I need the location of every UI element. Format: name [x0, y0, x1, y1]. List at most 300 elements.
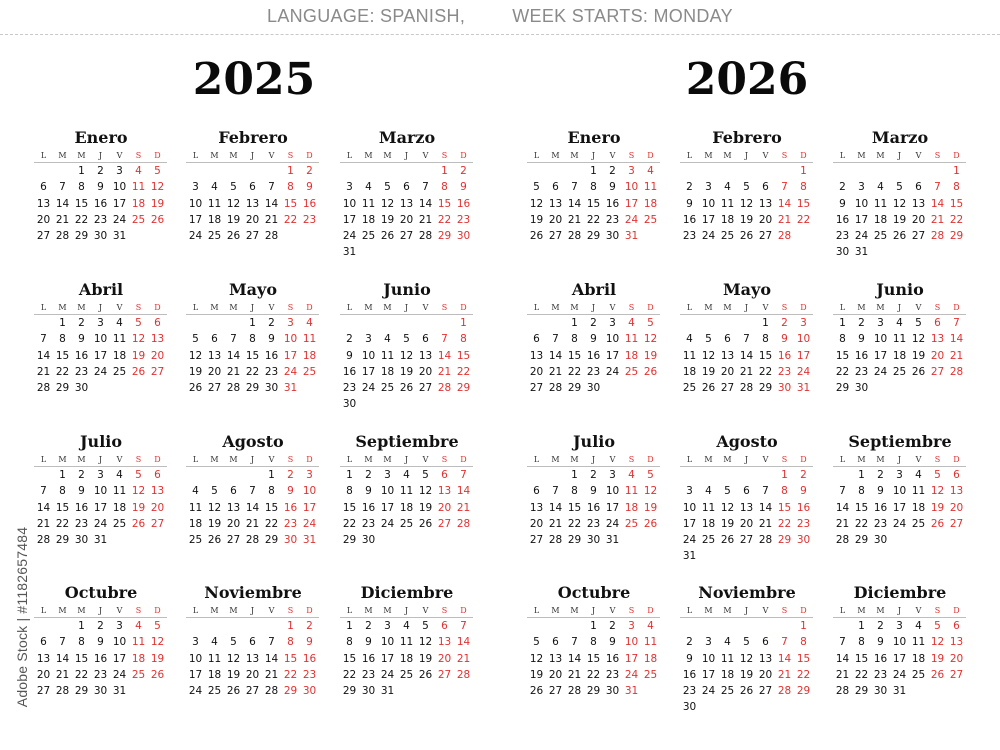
- day-cell: 26: [930, 668, 945, 681]
- day-cell: 8: [346, 485, 353, 498]
- day-cell: 4: [647, 620, 654, 632]
- day-cell: 20: [437, 652, 452, 665]
- weekday-header: M: [53, 150, 72, 163]
- day-cell: 18: [188, 517, 203, 530]
- weekday-header: M: [224, 302, 243, 315]
- day-cell: 9: [365, 485, 372, 498]
- day-cell: 21: [567, 213, 582, 226]
- month-diciembre-2026: [833, 583, 967, 699]
- day-cell: 3: [192, 636, 199, 649]
- day-cell: 29: [949, 230, 964, 243]
- day-cell: 10: [302, 485, 317, 498]
- month-marzo-2025: [340, 128, 474, 261]
- day-cell: 23: [456, 213, 471, 226]
- day-cell: 17: [605, 501, 620, 514]
- day-cell: 13: [758, 197, 773, 210]
- day-cell: 6: [249, 636, 256, 649]
- day-cell: 20: [245, 213, 260, 226]
- day-cell: 25: [873, 230, 888, 243]
- month-septiembre-2025: [340, 432, 474, 548]
- day-cell: 3: [800, 317, 807, 329]
- day-cell: 7: [839, 485, 846, 498]
- day-cell: 29: [854, 685, 869, 698]
- day-cell: 3: [116, 165, 123, 177]
- empty-cell: [205, 618, 224, 634]
- day-cell: 22: [835, 365, 850, 378]
- weekday-header: D: [794, 605, 813, 618]
- day-cell: 20: [245, 668, 260, 681]
- day-cell: 2: [800, 469, 807, 481]
- day-cell: 28: [55, 685, 70, 698]
- day-cell: 15: [567, 349, 582, 362]
- empty-cell: [34, 163, 53, 179]
- day-cell: 2: [306, 620, 313, 632]
- weekday-header: L: [340, 605, 359, 618]
- day-cell: 10: [188, 197, 203, 210]
- day-cell: 9: [460, 181, 467, 194]
- weekday-header: D: [148, 302, 167, 315]
- day-cell: 19: [930, 652, 945, 665]
- empty-cell: [890, 163, 909, 179]
- weekday-header: S: [775, 302, 794, 315]
- day-cell: 15: [283, 197, 298, 210]
- day-cell: 6: [953, 469, 960, 481]
- day-cell: 12: [739, 197, 754, 210]
- day-cell: 23: [605, 213, 620, 226]
- day-cell: 28: [739, 382, 754, 395]
- day-cell: 17: [283, 349, 298, 362]
- day-cell: 1: [800, 620, 807, 632]
- day-cell: 11: [682, 349, 697, 362]
- month-noviembre-2025: [186, 583, 320, 699]
- day-cell: 25: [361, 230, 376, 243]
- day-cell: 3: [858, 181, 865, 194]
- day-cell: 8: [800, 181, 807, 194]
- day-cell: 21: [835, 668, 850, 681]
- weekday-header: V: [756, 454, 775, 467]
- empty-cell: [756, 618, 775, 634]
- day-cell: 2: [365, 620, 372, 632]
- weekday-header: S: [622, 150, 641, 163]
- weekday-header: S: [281, 150, 300, 163]
- day-cell: 31: [93, 534, 108, 547]
- day-cell: 23: [682, 230, 697, 243]
- day-cell: 9: [590, 485, 597, 498]
- day-cell: 22: [55, 517, 70, 530]
- day-cell: 19: [720, 517, 735, 530]
- day-cell: 19: [207, 517, 222, 530]
- weekday-header: J: [243, 454, 262, 467]
- day-cell: 18: [361, 213, 376, 226]
- weekday-header: M: [224, 150, 243, 163]
- empty-cell: [243, 618, 262, 634]
- empty-cell: [833, 163, 852, 179]
- day-cell: 7: [59, 181, 66, 194]
- day-cell: 23: [93, 213, 108, 226]
- day-cell: 4: [724, 181, 731, 194]
- month-grid: [186, 454, 320, 548]
- day-cell: 25: [624, 365, 639, 378]
- day-cell: 19: [188, 365, 203, 378]
- day-cell: 17: [93, 349, 108, 362]
- day-cell: 6: [441, 469, 448, 481]
- day-cell: 9: [287, 485, 294, 498]
- day-cell: 21: [55, 213, 70, 226]
- day-cell: 20: [226, 517, 241, 530]
- day-cell: 11: [911, 636, 926, 649]
- empty-cell: [546, 467, 565, 483]
- day-cell: 14: [456, 485, 471, 498]
- day-cell: 28: [835, 685, 850, 698]
- empty-cell: [243, 163, 262, 179]
- day-cell: 10: [188, 652, 203, 665]
- day-cell: 3: [609, 469, 616, 481]
- day-cell: 3: [628, 165, 635, 177]
- weekday-header: D: [454, 454, 473, 467]
- weekday-header: J: [91, 454, 110, 467]
- day-cell: 19: [399, 365, 414, 378]
- day-cell: 7: [249, 485, 256, 498]
- empty-cell: [205, 467, 224, 483]
- day-cell: 5: [915, 317, 922, 329]
- day-cell: 22: [283, 213, 298, 226]
- day-cell: 27: [758, 685, 773, 698]
- weekday-header: D: [454, 150, 473, 163]
- weekday-header: L: [186, 454, 205, 467]
- day-cell: 29: [342, 534, 357, 547]
- day-cell: 12: [930, 636, 945, 649]
- day-cell: 23: [283, 517, 298, 530]
- day-cell: 2: [686, 636, 693, 649]
- day-cell: 19: [226, 213, 241, 226]
- day-cell: 24: [854, 230, 869, 243]
- day-cell: 29: [245, 382, 260, 395]
- weekday-header: S: [129, 302, 148, 315]
- day-cell: 7: [552, 485, 559, 498]
- day-cell: 24: [188, 685, 203, 698]
- empty-cell: [416, 315, 435, 331]
- empty-cell: [833, 467, 852, 483]
- day-cell: 6: [441, 620, 448, 632]
- day-cell: 4: [628, 469, 635, 481]
- day-cell: 19: [150, 652, 165, 665]
- day-cell: 23: [854, 365, 869, 378]
- day-cell: 3: [306, 469, 313, 481]
- month-title: Julio: [79, 432, 123, 451]
- day-cell: 19: [418, 501, 433, 514]
- weekday-header: V: [909, 605, 928, 618]
- day-cell: 26: [739, 685, 754, 698]
- day-cell: 26: [701, 382, 716, 395]
- day-cell: 14: [567, 197, 582, 210]
- weekday-header: J: [737, 302, 756, 315]
- day-cell: 4: [211, 636, 218, 649]
- day-cell: 9: [877, 636, 884, 649]
- weekday-header: M: [205, 605, 224, 618]
- weekday-header: V: [416, 605, 435, 618]
- day-cell: 27: [739, 534, 754, 547]
- day-cell: 29: [283, 685, 298, 698]
- month-enero-2026: [527, 128, 661, 244]
- day-cell: 11: [399, 636, 414, 649]
- month-grid: [680, 302, 814, 396]
- day-cell: 29: [55, 534, 70, 547]
- day-cell: 20: [207, 365, 222, 378]
- day-cell: 14: [949, 333, 964, 346]
- day-cell: 14: [835, 501, 850, 514]
- day-cell: 4: [628, 317, 635, 329]
- month-title: Agosto: [222, 432, 284, 451]
- day-cell: 26: [643, 517, 658, 530]
- day-cell: 17: [380, 501, 395, 514]
- day-cell: 24: [892, 517, 907, 530]
- day-cell: 13: [437, 485, 452, 498]
- weekday-header: D: [148, 454, 167, 467]
- day-cell: 7: [571, 636, 578, 649]
- day-cell: 4: [365, 181, 372, 194]
- day-cell: 31: [892, 685, 907, 698]
- day-cell: 3: [686, 485, 693, 498]
- month-grid: [186, 150, 320, 244]
- day-cell: 8: [762, 333, 769, 346]
- day-cell: 3: [628, 620, 635, 632]
- day-cell: 1: [590, 620, 597, 632]
- day-cell: 25: [720, 685, 735, 698]
- day-cell: 22: [342, 517, 357, 530]
- day-cell: 18: [399, 652, 414, 665]
- weekday-header: M: [546, 454, 565, 467]
- day-cell: 28: [456, 517, 471, 530]
- day-cell: 26: [418, 668, 433, 681]
- weekday-header: S: [622, 454, 641, 467]
- day-cell: 20: [930, 349, 945, 362]
- day-cell: 1: [59, 469, 66, 481]
- weekday-header: M: [871, 605, 890, 618]
- day-cell: 2: [590, 469, 597, 481]
- day-cell: 30: [586, 382, 601, 395]
- day-cell: 28: [245, 534, 260, 547]
- weekday-header: V: [909, 454, 928, 467]
- day-cell: 6: [249, 181, 256, 194]
- day-cell: 10: [605, 333, 620, 346]
- weekday-header: M: [378, 605, 397, 618]
- day-cell: 31: [796, 382, 811, 395]
- day-cell: 11: [380, 349, 395, 362]
- day-cell: 5: [705, 333, 712, 346]
- day-cell: 30: [93, 685, 108, 698]
- empty-cell: [527, 618, 546, 634]
- day-cell: 3: [97, 317, 104, 329]
- weekday-header: V: [756, 150, 775, 163]
- day-cell: 4: [135, 165, 142, 177]
- day-cell: 5: [422, 469, 429, 481]
- day-cell: 8: [571, 485, 578, 498]
- day-cell: 31: [682, 550, 697, 563]
- day-cell: 27: [437, 517, 452, 530]
- month-title: Noviembre: [204, 583, 302, 602]
- month-title: Mayo: [722, 280, 772, 299]
- day-cell: 8: [460, 333, 467, 346]
- weekday-header: J: [890, 454, 909, 467]
- month-title: Enero: [567, 128, 621, 147]
- day-cell: 17: [624, 652, 639, 665]
- day-cell: 10: [682, 501, 697, 514]
- day-cell: 14: [264, 197, 279, 210]
- day-cell: 24: [605, 517, 620, 530]
- day-cell: 2: [877, 620, 884, 632]
- day-cell: 30: [873, 534, 888, 547]
- day-cell: 13: [399, 197, 414, 210]
- day-cell: 30: [283, 534, 298, 547]
- weekday-header: M: [359, 454, 378, 467]
- day-cell: 23: [796, 517, 811, 530]
- day-cell: 10: [93, 485, 108, 498]
- weekday-header: V: [603, 302, 622, 315]
- day-cell: 21: [567, 668, 582, 681]
- day-cell: 7: [441, 333, 448, 346]
- day-cell: 15: [586, 652, 601, 665]
- day-cell: 29: [777, 534, 792, 547]
- day-cell: 22: [949, 213, 964, 226]
- day-cell: 28: [930, 230, 945, 243]
- day-cell: 29: [74, 230, 89, 243]
- weekday-header: M: [565, 302, 584, 315]
- day-cell: 2: [858, 317, 865, 329]
- day-cell: 10: [873, 333, 888, 346]
- empty-cell: [262, 618, 281, 634]
- day-cell: 27: [758, 230, 773, 243]
- day-cell: 8: [287, 181, 294, 194]
- weekday-header: V: [603, 150, 622, 163]
- day-cell: 12: [643, 333, 658, 346]
- day-cell: 13: [245, 652, 260, 665]
- day-cell: 30: [264, 382, 279, 395]
- day-cell: 10: [701, 652, 716, 665]
- month-grid: [340, 454, 474, 548]
- day-cell: 6: [154, 469, 161, 481]
- month-diciembre-2025: [340, 583, 474, 699]
- day-cell: 8: [781, 485, 788, 498]
- day-cell: 6: [533, 485, 540, 498]
- day-cell: 22: [586, 213, 601, 226]
- day-cell: 15: [835, 349, 850, 362]
- weekday-header: V: [110, 605, 129, 618]
- day-cell: 22: [777, 517, 792, 530]
- day-cell: 20: [36, 668, 51, 681]
- day-cell: 31: [112, 230, 127, 243]
- month-title: Julio: [572, 432, 616, 451]
- month-title: Noviembre: [698, 583, 796, 602]
- day-cell: 10: [624, 181, 639, 194]
- day-cell: 24: [605, 365, 620, 378]
- empty-cell: [718, 467, 737, 483]
- day-cell: 9: [306, 181, 313, 194]
- day-cell: 29: [264, 534, 279, 547]
- day-cell: 12: [131, 485, 146, 498]
- day-cell: 9: [781, 333, 788, 346]
- day-cell: 12: [529, 197, 544, 210]
- day-cell: 24: [701, 685, 716, 698]
- month-grid: [527, 605, 661, 699]
- empty-cell: [871, 163, 890, 179]
- day-cell: 7: [40, 333, 47, 346]
- day-cell: 4: [705, 485, 712, 498]
- day-cell: 9: [800, 485, 807, 498]
- empty-cell: [546, 618, 565, 634]
- month-title: Junio: [383, 280, 431, 299]
- weekday-header: D: [148, 605, 167, 618]
- day-cell: 26: [529, 230, 544, 243]
- day-cell: 21: [548, 365, 563, 378]
- day-cell: 2: [97, 165, 104, 177]
- day-cell: 23: [835, 230, 850, 243]
- day-cell: 28: [835, 534, 850, 547]
- day-cell: 3: [609, 317, 616, 329]
- day-cell: 18: [624, 501, 639, 514]
- weekday-header: V: [262, 302, 281, 315]
- day-cell: 20: [758, 668, 773, 681]
- empty-cell: [34, 467, 53, 483]
- weekday-header: L: [34, 302, 53, 315]
- day-cell: 25: [131, 668, 146, 681]
- day-cell: 10: [112, 181, 127, 194]
- day-cell: 18: [624, 349, 639, 362]
- day-cell: 11: [207, 652, 222, 665]
- weekday-header: D: [794, 454, 813, 467]
- day-cell: 29: [586, 685, 601, 698]
- weekday-header: J: [397, 605, 416, 618]
- weekday-header: M: [565, 605, 584, 618]
- day-cell: 17: [605, 349, 620, 362]
- day-cell: 1: [571, 317, 578, 329]
- day-cell: 13: [930, 333, 945, 346]
- day-cell: 13: [150, 485, 165, 498]
- day-cell: 22: [854, 517, 869, 530]
- day-cell: 20: [548, 668, 563, 681]
- day-cell: 20: [911, 213, 926, 226]
- day-cell: 19: [930, 501, 945, 514]
- day-cell: 17: [892, 652, 907, 665]
- day-cell: 7: [268, 636, 275, 649]
- day-cell: 12: [150, 181, 165, 194]
- day-cell: 29: [456, 382, 471, 395]
- day-cell: 20: [739, 517, 754, 530]
- day-cell: 17: [701, 668, 716, 681]
- weekday-header: M: [72, 302, 91, 315]
- day-cell: 22: [283, 668, 298, 681]
- weekday-header: D: [300, 605, 319, 618]
- day-cell: 21: [264, 213, 279, 226]
- weekday-header: D: [148, 150, 167, 163]
- day-cell: 29: [758, 382, 773, 395]
- day-cell: 25: [207, 685, 222, 698]
- day-cell: 12: [418, 485, 433, 498]
- day-cell: 5: [192, 333, 199, 346]
- empty-cell: [718, 315, 737, 331]
- day-cell: 16: [605, 652, 620, 665]
- day-cell: 26: [739, 230, 754, 243]
- day-cell: 5: [743, 181, 750, 194]
- day-cell: 9: [78, 485, 85, 498]
- weekday-header: D: [641, 150, 660, 163]
- weekday-header: J: [397, 454, 416, 467]
- day-cell: 21: [418, 213, 433, 226]
- weekday-header: S: [435, 302, 454, 315]
- day-cell: 15: [567, 501, 582, 514]
- day-cell: 24: [361, 382, 376, 395]
- day-cell: 13: [150, 333, 165, 346]
- weekday-header: V: [262, 605, 281, 618]
